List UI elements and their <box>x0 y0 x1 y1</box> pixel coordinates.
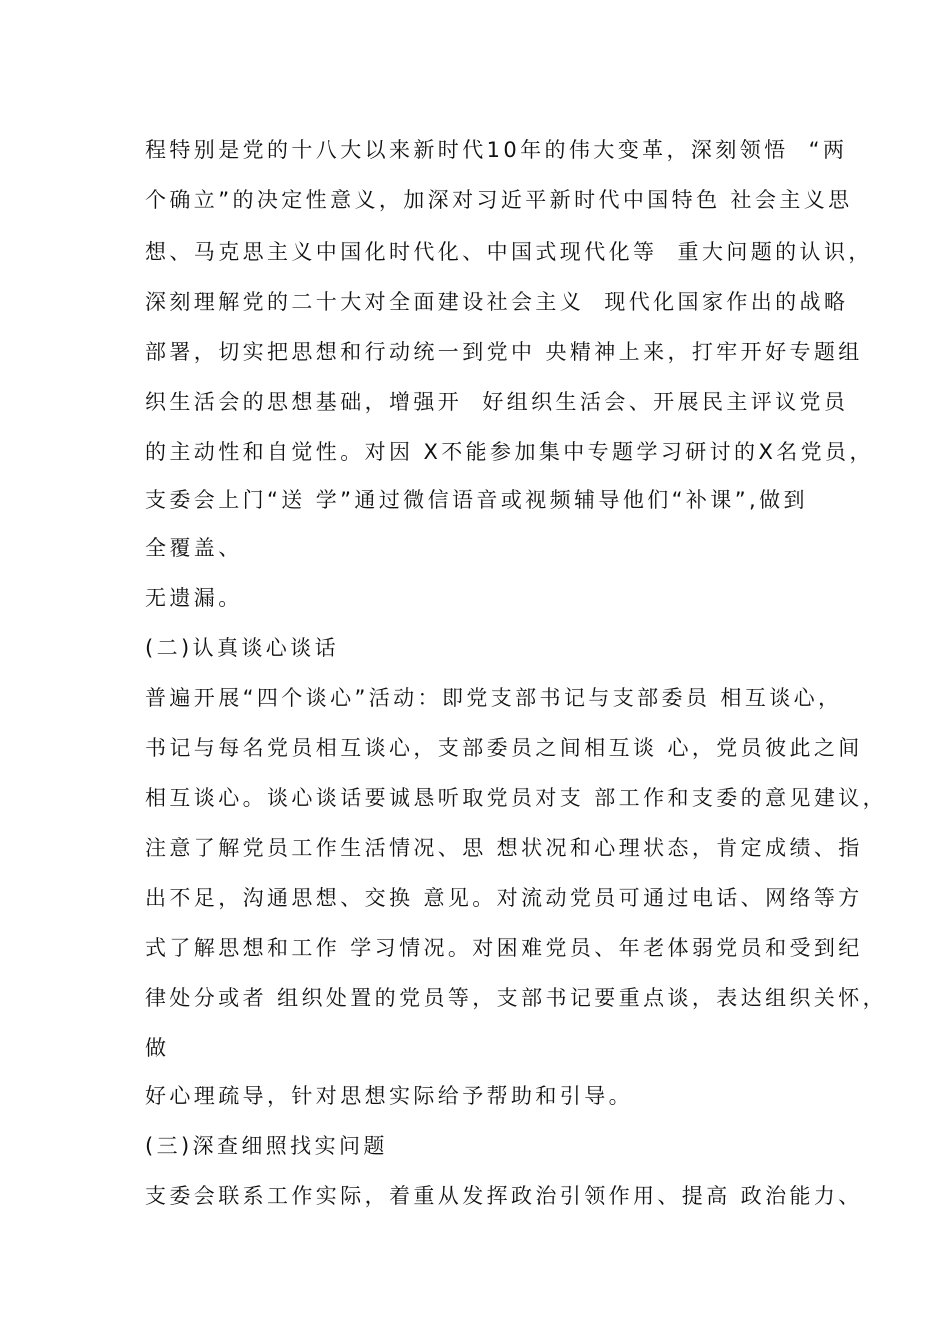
text-line: 无遗漏。 <box>145 586 243 610</box>
text-line: 想、马克思主义中国化时代化、中国式现代化等 重大问题的认识， <box>145 240 873 264</box>
text-line: 做 <box>145 1036 170 1060</box>
text-line: 支委会联系工作实际，着重从发挥政治引领作用、提高 政治能力、 <box>145 1184 863 1208</box>
text-line: 个确立”的决定性意义，加深对习近平新时代中国特色 社会主义思 <box>145 188 853 212</box>
text-line: 好心理疏导，针对思想实际给予帮助和引导。 <box>145 1084 633 1108</box>
text-line: 注意了解党员工作生活情况、思 想状况和心理状态，肯定成绩、指 <box>145 836 863 860</box>
text-line: 书记与每名党员相互谈心，支部委员之间相互谈 心，党员彼此之间 <box>145 736 863 760</box>
text-line: 深刻理解党的二十大对全面建设社会主义 现代化国家作出的战略 <box>145 290 849 314</box>
text-line: 式了解思想和工作 学习情况。对困难党员、年老体弱党员和受到纪 <box>145 936 863 960</box>
text-line: 支委会上门“送 学”通过微信语音或视频辅导他们“补课”,做到 <box>145 488 808 512</box>
section-heading: (二)认真谈心谈话 <box>145 636 339 660</box>
text-line: 全覆盖、 <box>145 536 243 560</box>
text-line: 程特别是党的十八大以来新时代10年的伟大变革，深刻领悟 “两 <box>145 138 848 162</box>
text-line: 部署，切实把思想和行动统一到党中 央精神上来，打牢开好专题组 <box>145 340 863 364</box>
text-line: 出不足，沟通思想、交换 意见。对流动党员可通过电话、网络等方 <box>145 886 863 910</box>
text-line: 织生活会的思想基础，增强开 好组织生活会、开展民主评议党员 <box>145 390 849 414</box>
text-line: 的主动性和自觉性。对因 X不能参加集中专题学习研讨的X名党员， <box>145 440 874 464</box>
text-line: 律处分或者 组织处置的党员等，支部书记要重点谈，表达组织关怀， <box>145 986 888 1010</box>
text-line: 相互谈心。谈心谈话要诚恳听取党员对支 部工作和支委的意见建议， <box>145 786 888 810</box>
text-line: 普遍开展“四个谈心”活动：即党支部书记与支部委员 相互谈心， <box>145 686 843 710</box>
section-heading: (三)深查细照找实问题 <box>145 1134 388 1158</box>
